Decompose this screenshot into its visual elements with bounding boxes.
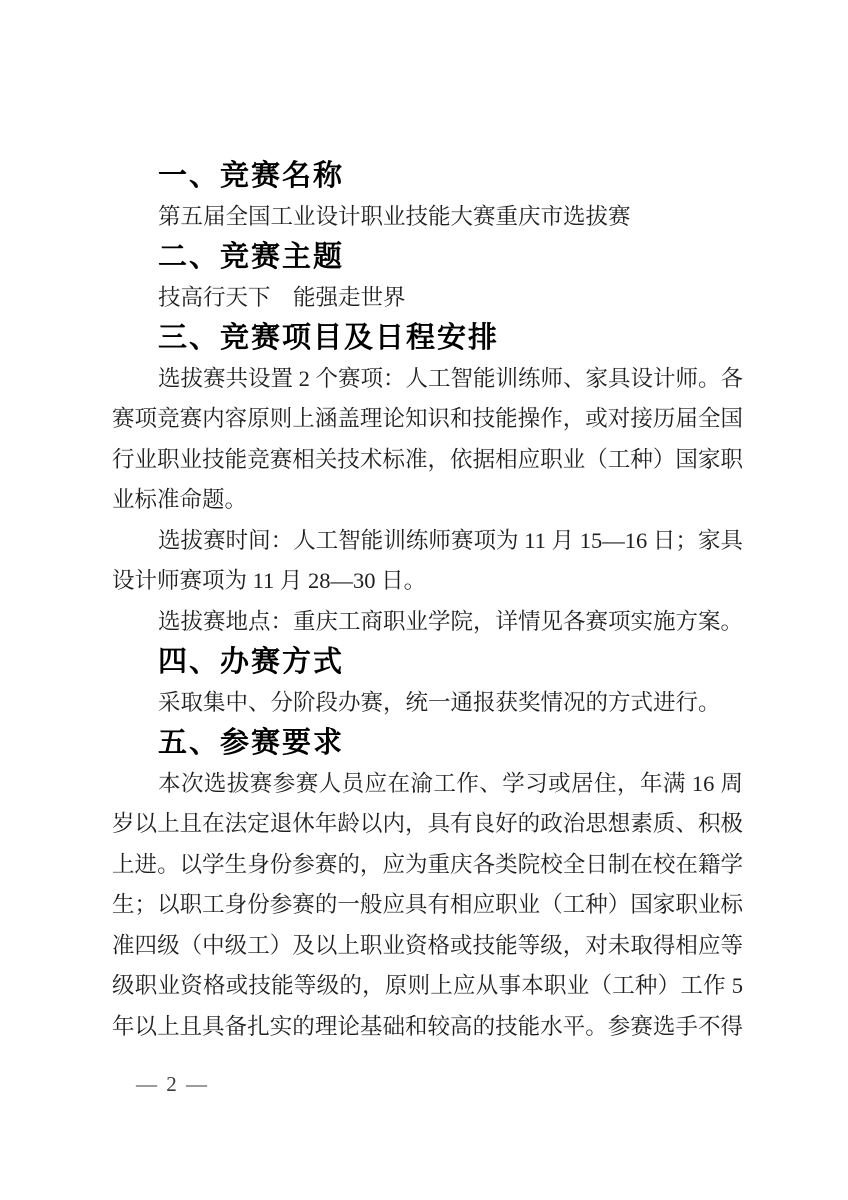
document-line: 本次选拔赛参赛人员应在渝工作、学习或居住，年满 16 周 — [158, 770, 743, 796]
document-line: 上进。以学生身份参赛的，应为重庆各类院校全日制在校在籍学 — [112, 851, 743, 877]
section-heading: 一、竞赛名称 — [158, 160, 345, 192]
document-line: 生；以职工身份参赛的一般应具有相应职业（工种）国家职业标 — [112, 892, 743, 917]
document-line: 年以上且具备扎实的理论基础和较高的技能水平。参赛选手不得 — [112, 1013, 743, 1039]
document-line: 采取集中、分阶段办赛，统一通报获奖情况的方式进行。 — [158, 689, 721, 715]
document-line: 设计师赛项为 11 月 28—30 日。 — [112, 568, 427, 593]
section-heading: 二、竞赛主题 — [158, 241, 345, 273]
document-line: 赛项竞赛内容原则上涵盖理论知识和技能操作，或对接历届全国 — [112, 406, 743, 431]
section-heading: 五、参赛要求 — [158, 727, 345, 759]
document-line: 选拔赛时间：人工智能训练师赛项为 11 月 15—16 日；家具 — [158, 527, 743, 553]
document-line: 行业职业技能竞赛相关技术标准，依据相应职业（工种）国家职 — [112, 446, 743, 472]
document-line: 第五届全国工业设计职业技能大赛重庆市选拔赛 — [158, 203, 631, 229]
document-body — [112, 156, 743, 1047]
document-line: 准四级（中级工）及以上职业资格或技能等级，对未取得相应等 — [112, 932, 743, 958]
document-line: 级职业资格或技能等级的，原则上应从事本职业（工种）工作 5 — [112, 973, 743, 998]
document-line: 选拔赛共设置 2 个赛项：人工智能训练师、家具设计师。各 — [158, 365, 744, 391]
document-line: 选拔赛地点：重庆工商职业学院，详情见各赛项实施方案。 — [158, 608, 744, 634]
section-heading: 四、办赛方式 — [158, 646, 345, 678]
document-line: 业标准命题。 — [112, 487, 248, 512]
document-line: 技高行天下 能强走世界 — [158, 284, 406, 310]
document-line: 岁以上且在法定退休年龄以内，具有良好的政治思想素质、积极 — [112, 811, 743, 836]
section-heading: 三、竞赛项目及日程安排 — [158, 322, 500, 354]
page-number: — 2 — — [136, 1072, 209, 1096]
